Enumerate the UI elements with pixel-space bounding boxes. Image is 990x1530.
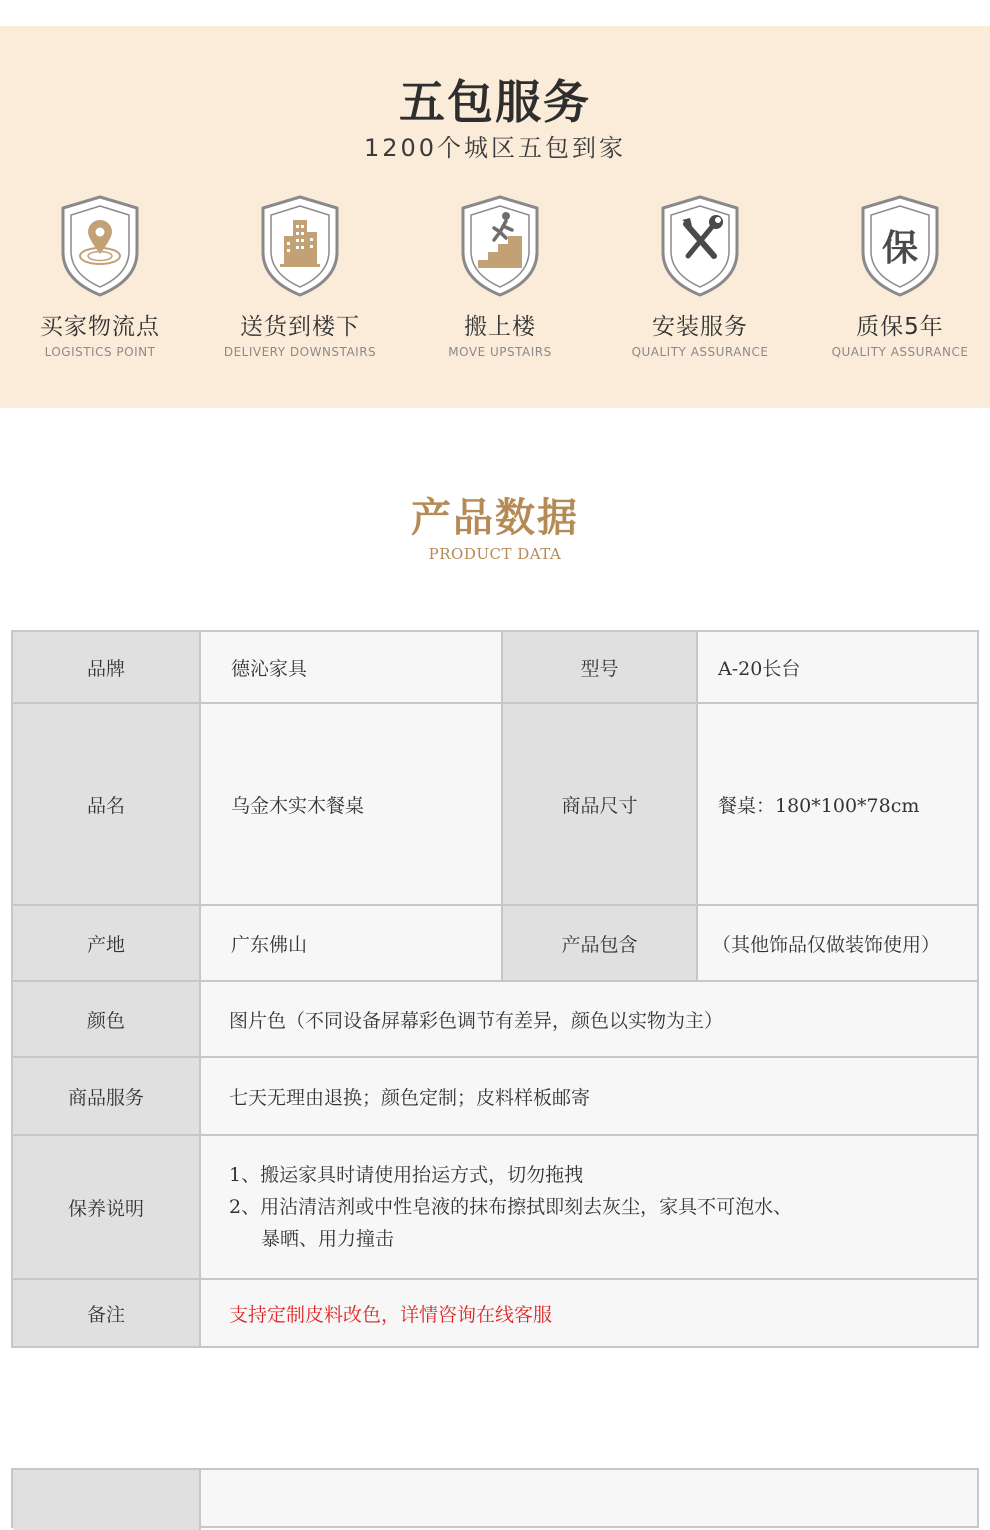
- includes-value: （其他饰品仅做装饰使用）: [698, 906, 977, 982]
- origin-value: 广东佛山: [201, 906, 503, 982]
- banner-title: 五包服务: [399, 75, 591, 129]
- location-pin-icon: [60, 194, 140, 298]
- second-table-partial: [11, 1468, 979, 1528]
- service-label: 送货到楼下: [240, 314, 360, 340]
- remark-label: 备注: [13, 1280, 201, 1346]
- size-value: 餐桌：180*100*78cm: [698, 704, 977, 906]
- bao-character-icon: [860, 194, 940, 298]
- stairs-person-icon: [460, 194, 540, 298]
- service-label-en: MOVE UPSTAIRS: [448, 345, 552, 359]
- service-label: 买家物流点: [40, 314, 160, 340]
- brand-value: 德沁家具: [201, 632, 503, 704]
- care-line-1: 1、搬运家具时请使用抬运方式，切勿拖拽: [229, 1164, 584, 1186]
- tools-icon: [660, 194, 740, 298]
- service-label: 质保5年: [856, 314, 944, 340]
- service-delivery-downstairs: [200, 194, 400, 359]
- care-line-2-cont: 暴晒、用力撞击: [261, 1228, 395, 1250]
- care-instructions: [201, 1136, 977, 1280]
- color-label: 颜色: [13, 982, 201, 1058]
- product-data-subtitle: PRODUCT DATA: [428, 545, 562, 563]
- banner-subtitle: 1200个城区五包到家: [363, 134, 627, 162]
- product-data-title: 产品数据: [411, 494, 579, 541]
- service-warranty: [800, 194, 990, 359]
- service-value: 七天无理由退换；颜色定制；皮料样板邮寄: [201, 1058, 977, 1136]
- second-table-label-cell: [13, 1470, 201, 1530]
- service-label-cell: 商品服务: [13, 1058, 201, 1136]
- service-label: 安装服务: [652, 314, 748, 340]
- model-value: A-20长台: [698, 632, 977, 704]
- includes-label: 产品包含: [503, 906, 698, 982]
- size-label: 商品尺寸: [503, 704, 698, 906]
- service-label-en: QUALITY ASSURANCE: [631, 345, 769, 359]
- name-label: 品名: [13, 704, 201, 906]
- service-installation: [600, 194, 800, 359]
- service-label-en: LOGISTICS POINT: [44, 345, 156, 359]
- care-line-2: 2、用沾清洁剂或中性皂液的抹布擦拭即刻去灰尘，家具不可泡水、: [229, 1196, 793, 1218]
- building-icon: [260, 194, 340, 298]
- service-logistics-point: [0, 194, 200, 359]
- care-label: 保养说明: [13, 1136, 201, 1280]
- five-services-banner: [0, 26, 990, 408]
- model-label: 型号: [503, 632, 698, 704]
- name-value: 乌金木实木餐桌: [201, 704, 503, 906]
- brand-label: 品牌: [13, 632, 201, 704]
- service-label-en: QUALITY ASSURANCE: [831, 345, 969, 359]
- bao-glyph: 保: [881, 228, 919, 269]
- origin-label: 产地: [13, 906, 201, 982]
- color-value: 图片色（不同设备屏幕彩色调节有差异，颜色以实物为主）: [201, 982, 977, 1058]
- product-spec-table: [11, 630, 979, 1348]
- service-label-en: DELIVERY DOWNSTAIRS: [223, 345, 377, 359]
- remark-value: 支持定制皮料改色，详情咨询在线客服: [201, 1280, 977, 1346]
- service-label: 搬上楼: [464, 314, 536, 340]
- service-move-upstairs: [400, 194, 600, 359]
